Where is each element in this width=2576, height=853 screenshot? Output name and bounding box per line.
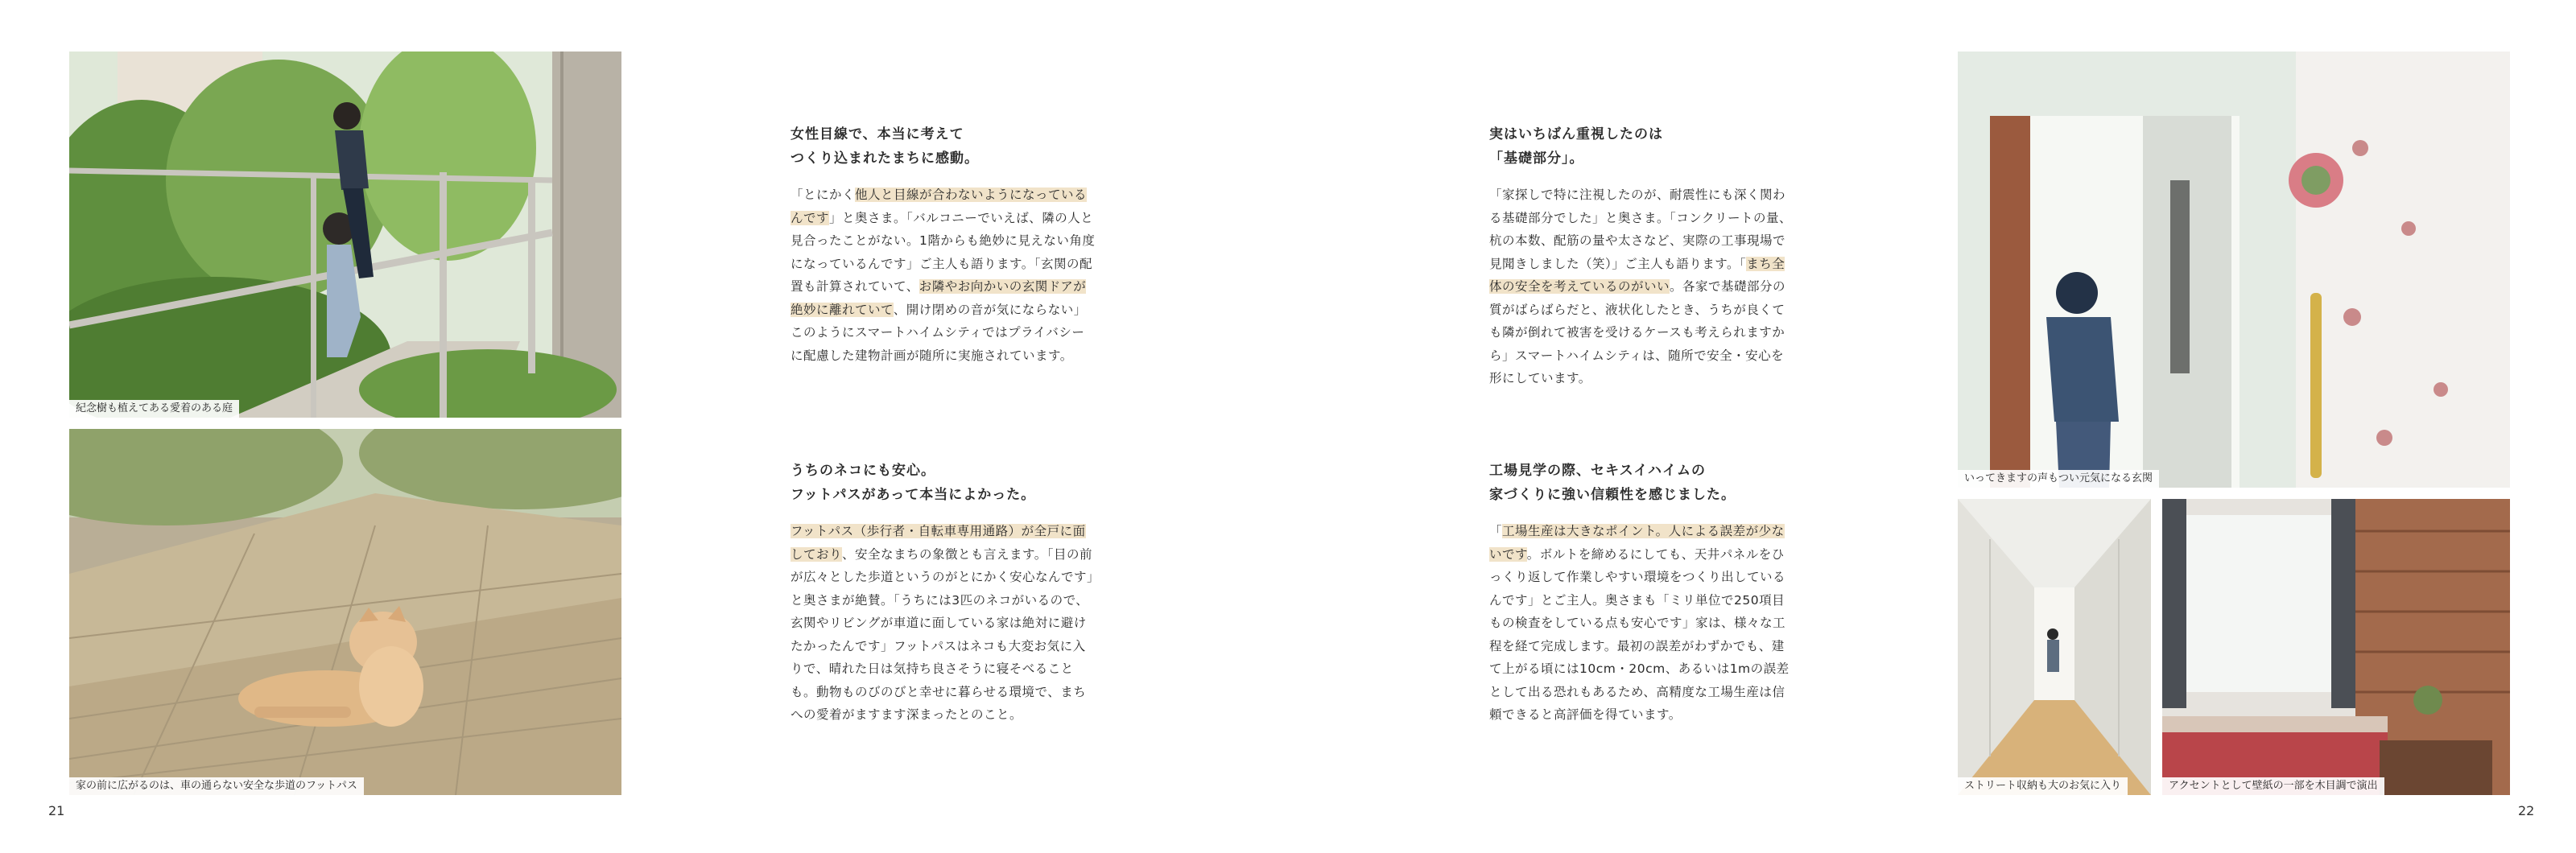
entrance-caption: いってきますの声もつい元気になる玄関 xyxy=(1958,470,2159,488)
page-number-left: 21 xyxy=(48,803,65,818)
garden-caption: 紀念樹も植えてある愛着のある庭 xyxy=(69,400,239,418)
left-section-privacy xyxy=(791,122,1096,367)
body-text: 。ボルトを締めるにしても、天井パネルをひっくり返して作業しやすい環境をつくり出しているんです」とご主人。奥さまも「ミリ単位で250項目もの検査をしている点も安心です」家は、様々な工程を経て完成します。最初の誤差がわずかでも、建て上がる頃には10cm・20cm、あるいは1mの誤差として出る恐れもあるため、高精度な工場生産は信頼できると高評価を得ています。 xyxy=(1489,546,1790,722)
right-section-foundation xyxy=(1489,122,1795,390)
heading-line: 家づくりに強い信頼性を感じました。 xyxy=(1489,487,1736,503)
heading-line: 女性目線で、本当に考えて xyxy=(791,126,964,142)
highlighted-text: お隣やお向かいの玄関ドアが絶妙に離れていて xyxy=(791,279,1087,317)
section-body xyxy=(1489,183,1795,390)
bedroom-caption: アクセントとして壁紙の一部を木目調で演出 xyxy=(2162,777,2384,795)
body-text: 。各家で基礎部分の質がばらばらだと、液状化したとき、うちが良くても隣が倒れて被害を受けるケースも考えられますから」スマートハイムシティは、随所で安全・安心を形にしています。 xyxy=(1489,279,1786,385)
highlighted-text: まち全体の安全を考えているのがいい xyxy=(1489,256,1785,294)
heading-line: 「基礎部分」。 xyxy=(1489,150,1584,167)
highlighted-text: フットパス（歩行者・自転車専用通路）が全戸に面しており xyxy=(791,524,1086,562)
cat-footpath-photo-art xyxy=(69,429,621,795)
left-section-footpath xyxy=(791,459,1096,727)
section-heading xyxy=(791,459,1096,507)
section-heading xyxy=(1489,459,1795,507)
section-heading xyxy=(791,122,1096,171)
section-body xyxy=(791,520,1096,727)
footpath-caption: 家の前に広がるのは、車の通らない安全な歩道のフットパス xyxy=(69,777,364,795)
body-text: 、開け閉めの音が気にならない」このようにスマートハイムシティではプライバシーに配慮した建物計画が随所に実施されています。 xyxy=(791,302,1087,363)
bedroom-photo xyxy=(2162,499,2510,795)
corridor-photo xyxy=(1958,499,2151,795)
corridor-photo-art xyxy=(1958,499,2151,795)
section-body xyxy=(1489,520,1795,727)
heading-line: つくり込まれたまちに感動。 xyxy=(791,150,979,167)
bedroom-photo-art xyxy=(2162,499,2510,795)
body-text: 「とにかく xyxy=(791,187,856,202)
section-heading xyxy=(1489,122,1795,171)
entrance-photo xyxy=(1958,52,2510,488)
corridor-caption: ストリート収納も大のお気に入り xyxy=(1958,777,2128,795)
body-text: 「 xyxy=(1489,524,1503,538)
heading-line: 工場見学の際、セキスイハイムの xyxy=(1489,463,1706,479)
garden-photo-art xyxy=(69,52,621,418)
cat-footpath-photo xyxy=(69,429,621,795)
section-body xyxy=(791,183,1096,367)
garden-photo xyxy=(69,52,621,418)
body-text: 」と奥さま。「バルコニーでいえば、隣の人と見合ったことがない。1階からも絶妙に見えない角度になっているんです」ご主人も語ります。「玄関の配置も計算されていて、 xyxy=(791,210,1096,294)
right-section-factory xyxy=(1489,459,1795,727)
heading-line: 実はいちばん重視したのは xyxy=(1489,126,1663,142)
page-number-right: 22 xyxy=(2518,803,2535,818)
body-text: 、安全なまちの象徴とも言えます。「目の前が広々とした歩道というのがとにかく安心なんです」と奥さまが絶賛。「うちには3匹のネコがいるので、玄関やリビングが車道に面している家は絶対に避けたかったんです」フットパスはネコも大変お気に入りで、晴れた日は気持ち良さそうに寝そべることも。動物ものびのびと幸せに暮らせる環境で、まちへの愛着がますます深まったとのこと。 xyxy=(791,546,1094,722)
entrance-photo-art xyxy=(1958,52,2510,488)
body-text: 「家探しで特に注視したのが、耐震性にも深く関わる基礎部分でした」と奥さま。「コンクリートの量、杭の本数、配筋の量や太さなど、実際の工事現場で見聞きしました（笑）」ご主人も語ります。「 xyxy=(1489,187,1792,271)
heading-line: フットパスがあって本当によかった。 xyxy=(791,487,1036,503)
highlighted-text: 他人と目線が合わないようになっているんです xyxy=(791,187,1088,225)
highlighted-text: 工場生産は大きなポイント。人による誤差が少ないです xyxy=(1489,524,1785,562)
heading-line: うちのネコにも安心。 xyxy=(791,463,935,479)
